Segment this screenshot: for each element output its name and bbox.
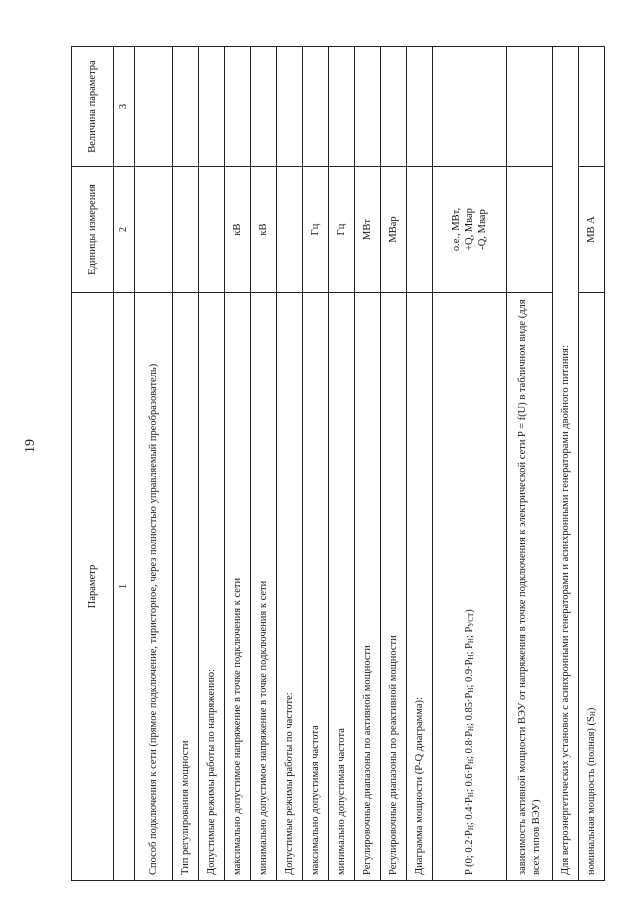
table-row [225, 47, 251, 881]
unit-cell: Гц [329, 167, 355, 293]
rotated-table-wrapper [71, 47, 602, 881]
column-number-row [114, 47, 135, 881]
unit-cell [199, 167, 225, 293]
value-cell [507, 47, 553, 167]
table-row [199, 47, 225, 881]
col-number-2: 2 [114, 167, 135, 293]
page-number: 19 [23, 439, 38, 453]
param-cell: Регулировочные диапазоны по активной мощности [355, 293, 381, 881]
unit-cell: МВт [355, 167, 381, 293]
pq-formula-cell: P (0; 0.2·PН; 0.4·PН; 0.6·PН; 0.8·PН; 0.85·PН; 0.9·PН; PН; PУСТ) [433, 293, 507, 881]
unit-cell [173, 167, 199, 293]
table-row [277, 47, 303, 881]
value-cell [433, 47, 507, 167]
param-cell: Допустимые режимы работы по напряжению: [199, 293, 225, 881]
unit-cell [507, 167, 553, 293]
param-cell: Допустимые режимы работы по частоте: [277, 293, 303, 881]
value-cell [277, 47, 303, 167]
table-row [381, 47, 407, 881]
value-cell [199, 47, 225, 167]
param-cell: Диаграмма мощности (P-Q диаграмма): [407, 293, 433, 881]
value-cell [303, 47, 329, 167]
col-number-3: 3 [114, 47, 135, 167]
param-cell: Регулировочные диапазоны по реактивной мощности [381, 293, 407, 881]
param-cell: минимально допустимая частота [329, 293, 355, 881]
param-cell: номинальная мощность (полная) (SН) [579, 293, 605, 881]
param-cell: максимально допустимое напряжение в точке подключения к сети [225, 293, 251, 881]
unit-cell: МВар [381, 167, 407, 293]
section-cell: Для ветроэнергетических установок с асинхронными генераторами и асинхронными генераторами двойного питания: [553, 47, 579, 881]
unit-cell: МВ А [579, 167, 605, 293]
value-cell [329, 47, 355, 167]
param-cell: минимально допустимое напряжение в точке подключения к сети [251, 293, 277, 881]
header-unit: Единицы измерения [72, 167, 114, 293]
value-cell [407, 47, 433, 167]
parameters-table [71, 46, 605, 881]
table-row [355, 47, 381, 881]
table-row [303, 47, 329, 881]
param-cell: Способ подключения к сети (прямое подключение, тиристорное, через полностью управляемый преобразователь) [135, 293, 173, 881]
value-cell [579, 47, 605, 167]
unit-cell: кВ [251, 167, 277, 293]
table-row [407, 47, 433, 881]
unit-cell [277, 167, 303, 293]
unit-cell: Гц [303, 167, 329, 293]
col-number-1: 1 [114, 293, 135, 881]
value-cell [251, 47, 277, 167]
value-cell [135, 47, 173, 167]
value-cell [225, 47, 251, 167]
table-row [579, 47, 605, 881]
table-row [251, 47, 277, 881]
unit-cell [407, 167, 433, 293]
param-cell: зависимость активной мощности ВЭУ от напряжения в точке подключения к электрической сети P = f(U) в табличном виде (для всех типов ВЭУ) [507, 293, 553, 881]
table-row [507, 47, 553, 881]
table-row [173, 47, 199, 881]
header-param: Параметр [72, 293, 114, 881]
param-cell: максимально допустимая частота [303, 293, 329, 881]
value-cell [381, 47, 407, 167]
unit-cell: кВ [225, 167, 251, 293]
header-value: Величина параметра [72, 47, 114, 167]
value-cell [355, 47, 381, 167]
param-cell: Тип регулирования мощности [173, 293, 199, 881]
table-row-pq [433, 47, 507, 881]
table-row [329, 47, 355, 881]
pq-unit-cell: о.е., МВт, +Q, Мвар -Q, Мвар [433, 167, 507, 293]
value-cell [173, 47, 199, 167]
table-row [135, 47, 173, 881]
table-row-section [553, 47, 579, 881]
table-header-row [72, 47, 114, 881]
unit-cell [135, 167, 173, 293]
